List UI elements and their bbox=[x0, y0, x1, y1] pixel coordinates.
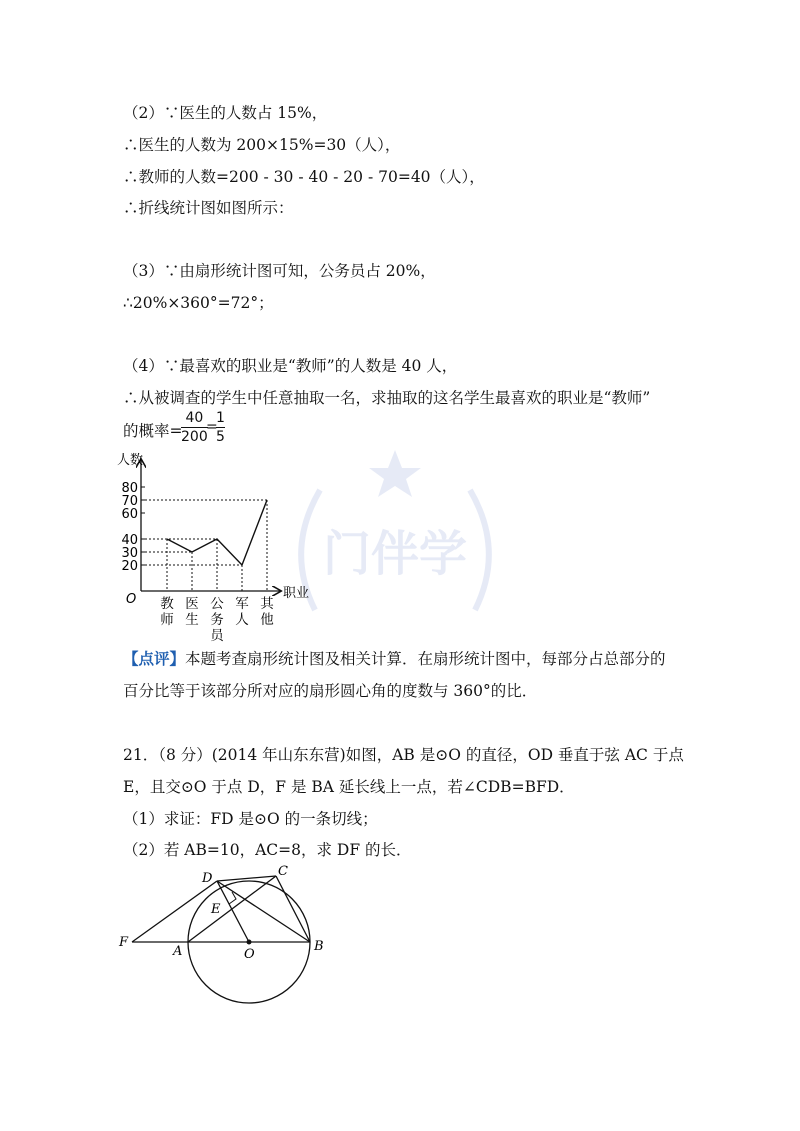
label-a: A bbox=[173, 944, 183, 959]
part2-line2: ∴医生的人数为 200×15%=30（人）， bbox=[123, 136, 401, 154]
x-tick-label-char: 务 bbox=[210, 612, 224, 628]
fraction-40-200 bbox=[181, 410, 208, 445]
x-tick-label-char: 教 bbox=[160, 596, 174, 612]
part2-line1: （2）∵医生的人数占 15%， bbox=[123, 104, 328, 122]
segment-dc bbox=[217, 876, 276, 881]
q21-line3: （1）求证：FD 是⊙O 的一条切线； bbox=[123, 810, 378, 828]
comment-text1: 本题考查扇形统计图及相关计算．在扇形统计图中，每部分占总部分的 bbox=[185, 650, 666, 668]
y-tick-label: 60 bbox=[121, 507, 138, 522]
label-b: B bbox=[314, 939, 324, 954]
fraction-1-5 bbox=[216, 410, 225, 445]
y-tick-label: 30 bbox=[121, 546, 138, 561]
segment-fd bbox=[132, 881, 217, 942]
label-d: D bbox=[202, 871, 213, 886]
frac1-numerator: 40 bbox=[185, 410, 204, 426]
q21-line1: 21．（8 分）(2014 年山东东营)如图，AB 是⊙O 的直径，OD 垂直于弦 AC 于点 bbox=[123, 746, 684, 764]
label-o: O bbox=[244, 947, 255, 962]
x-tick-label-char: 其 bbox=[260, 596, 274, 612]
comment-line1 bbox=[123, 649, 666, 669]
x-tick-label-char: 生 bbox=[185, 612, 199, 628]
origin-label: O bbox=[126, 592, 137, 607]
x-tick-label-char: 军 bbox=[235, 596, 249, 612]
segment-od bbox=[217, 881, 249, 942]
frac1-denominator: 200 bbox=[181, 429, 208, 445]
part3-line2: ∴20%×360°=72°； bbox=[123, 294, 274, 312]
y-tick-label: 20 bbox=[121, 559, 138, 574]
q21-line4: （2）若 AB=10，AC=8，求 DF 的长． bbox=[123, 841, 412, 859]
part2-line3: ∴教师的人数=200 - 30 - 40 - 20 - 70=40（人）， bbox=[123, 168, 485, 186]
x-axis-label: 职业 bbox=[283, 586, 310, 601]
y-axis-label: 人数 bbox=[117, 453, 144, 468]
x-tick-label-char: 医 bbox=[185, 596, 199, 612]
q21-line2: E，且交⊙O 于点 D，F 是 BA 延长线上一点，若∠CDB=BFD． bbox=[123, 778, 575, 796]
comment-tag: 【点评】 bbox=[123, 649, 186, 668]
comment-line2: 百分比等于该部分所对应的扇形圆心角的度数与 360°的比． bbox=[123, 682, 538, 700]
x-tick-label-char: 员 bbox=[210, 628, 224, 644]
x-tick-label-char: 他 bbox=[260, 612, 274, 628]
geometry-figure bbox=[110, 862, 340, 1007]
right-angle-mark bbox=[229, 892, 236, 904]
segment-cb bbox=[276, 876, 310, 942]
center-point-o bbox=[247, 940, 252, 945]
part4-line1: （4）∵最喜欢的职业是“教师”的人数是 40 人， bbox=[123, 357, 458, 375]
part4-line2: ∴从被调查的学生中任意抽取一名，求抽取的这名学生最喜欢的职业是“教师” bbox=[123, 389, 651, 407]
label-e: E bbox=[211, 902, 221, 917]
y-tick-label: 70 bbox=[121, 494, 138, 509]
part4-line3-prefix: 的概率= bbox=[123, 422, 183, 440]
x-tick-label-char: 人 bbox=[235, 612, 249, 628]
watermark-text: 门伴学 bbox=[322, 526, 468, 582]
segment-db bbox=[217, 881, 310, 942]
x-tick-label-char: 师 bbox=[160, 612, 174, 628]
label-f: F bbox=[119, 935, 129, 950]
x-tick-label-char: 公 bbox=[210, 596, 224, 612]
part2-line4: ∴折线统计图如图所示： bbox=[123, 199, 294, 217]
part3-line1: （3）∵由扇形统计图可知，公务员占 20%， bbox=[123, 262, 436, 280]
label-c: C bbox=[278, 864, 288, 879]
equals-sign: = bbox=[206, 419, 218, 435]
y-tick-label: 80 bbox=[121, 481, 138, 496]
line-chart bbox=[115, 448, 330, 648]
frac2-numerator: 1 bbox=[216, 410, 225, 426]
frac2-denominator: 5 bbox=[216, 429, 225, 445]
y-tick-label: 40 bbox=[121, 533, 138, 548]
